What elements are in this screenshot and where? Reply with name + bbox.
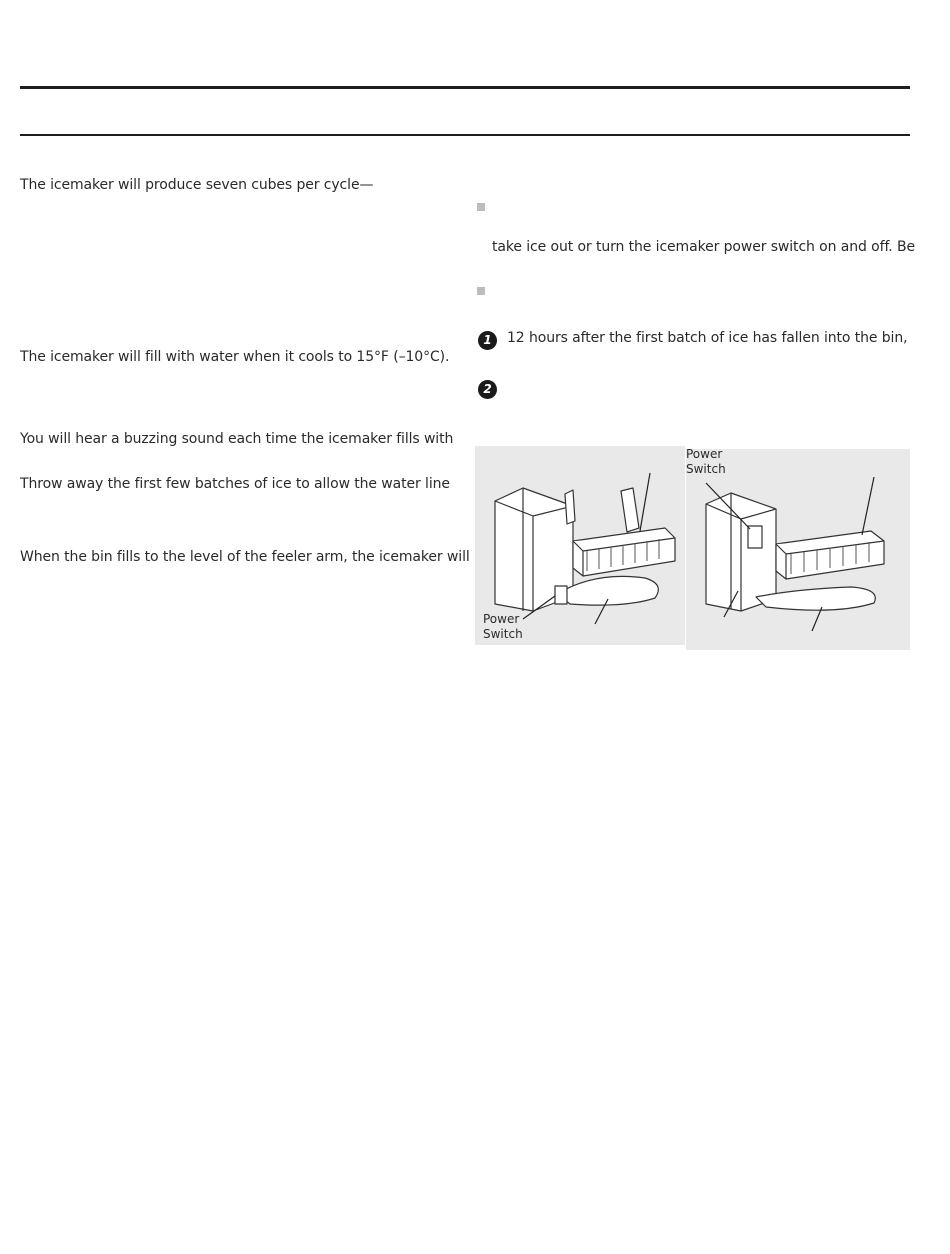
step-number-1: 1 <box>478 331 497 350</box>
step-1-text: 12 hours after the first batch of ice has fallen into the bin, <box>507 330 908 346</box>
power-switch-label: Power Switch <box>483 612 523 641</box>
paragraph-fill-temperature: The icemaker will fill with water when it cools to 15°F (–10°C). <box>20 349 450 365</box>
paragraph-throw-away-ice: Throw away the first few batches of ice to allow the water line <box>20 476 450 492</box>
bullet-marker <box>477 203 485 211</box>
paragraph-bin-fills: When the bin fills to the level of the feeler arm, the icemaker will <box>20 549 470 565</box>
power-switch-label: Power Switch <box>686 447 726 476</box>
bullet-marker <box>477 287 485 295</box>
step-number-2: 2 <box>478 380 497 399</box>
paragraph-cubes-per-cycle: The icemaker will produce seven cubes per cycle— <box>20 177 374 193</box>
paragraph-buzzing-sound: You will hear a buzzing sound each time the icemaker fills with <box>20 431 454 447</box>
icemaker-drawing-right <box>686 449 910 650</box>
header-rule-top <box>20 86 910 89</box>
header-rule-bottom <box>20 134 910 136</box>
icemaker-illustration-right <box>686 449 910 650</box>
paragraph-take-ice-out: take ice out or turn the icemaker power switch on and off. Be <box>492 239 915 255</box>
icemaker-illustration-left <box>475 446 685 645</box>
